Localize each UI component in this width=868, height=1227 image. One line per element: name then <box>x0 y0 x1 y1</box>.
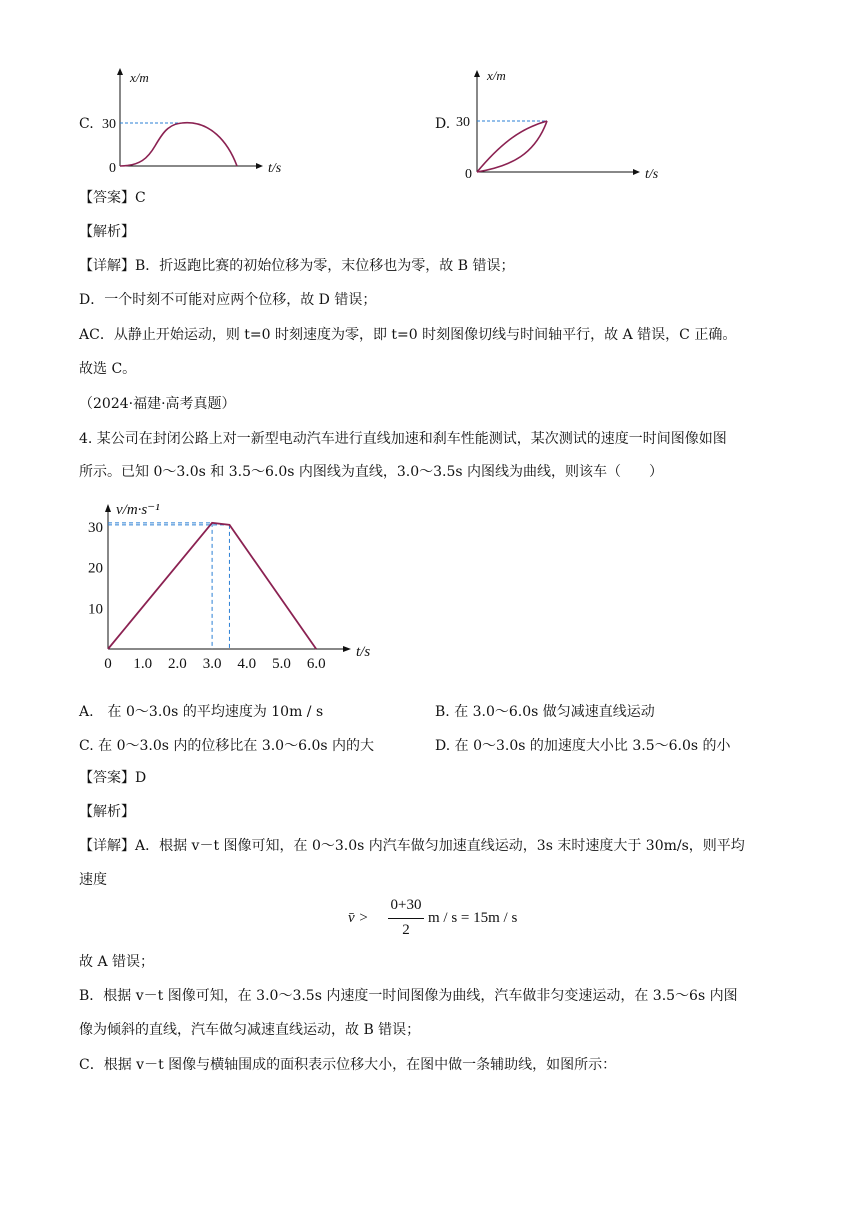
q4-detail-a-line1: 【详解】A．根据 v－t 图像可知，在 0～3.0s 内汽车做匀加速直线运动，3s 末时速度大于 30m/s，则平均 <box>79 838 745 854</box>
x-tick-label: 2.0 <box>168 656 187 672</box>
q4-option-a: A. 在 0～3.0s 的平均速度为 10m / s <box>79 704 324 720</box>
graph-c-origin: 0 <box>109 161 116 176</box>
x-tick-label: 6.0 <box>306 656 326 672</box>
graph-d-ylabel: x/m <box>487 68 506 83</box>
graph-c-curve <box>120 123 237 166</box>
graph-c <box>100 62 300 182</box>
q4-detail-b-line2: 像为倾斜的直线，汽车做匀减速直线运动，故 B 错误； <box>79 1022 421 1038</box>
q3-detail-b: 【详解】B．折返跑比赛的初始位移为零，末位移也为零，故 B 错误； <box>79 258 515 274</box>
formula-numerator: 0+30 <box>390 897 422 913</box>
q3-answer: 【答案】C <box>79 190 146 206</box>
q4-option-d: D. 在 0～3.0s 的加速度大小比 3.5～6.0s 的小 <box>435 738 731 754</box>
q4-stem-line1: 4. 某公司在封闭公路上对一新型电动汽车进行直线加速和刹车性能测试，某次测试的速度一时间图像如图 <box>79 431 727 447</box>
x-tick-label: 3.0 <box>202 656 222 672</box>
y-axis-arrow <box>105 504 111 512</box>
q4-detail-b-line1: B．根据 v－t 图像可知，在 3.0～3.5s 内速度一时间图像为曲线，汽车做非匀变速运动，在 3.5～6s 内图 <box>79 988 738 1004</box>
q4-answer: 【答案】D <box>79 770 147 786</box>
graph-d-xlabel: t/s <box>645 167 659 182</box>
q4-option-b: B. 在 3.0～6.0s 做匀减速直线运动 <box>435 704 655 720</box>
q4-option-c: C. 在 0～3.0s 内的位移比在 3.0～6.0s 内的大 <box>79 738 374 754</box>
y-tick-label: 10 <box>88 601 103 618</box>
x-tick-label: 4.0 <box>237 656 257 672</box>
graph-d-upper-curve <box>477 121 547 172</box>
option-d-label: D. <box>435 116 451 132</box>
graph-d-origin: 0 <box>465 167 472 182</box>
y-axis-label: v/m·s⁻¹ <box>116 502 160 518</box>
graph-d-ytick: 30 <box>456 115 470 130</box>
graph-c-xlabel: t/s <box>268 161 282 176</box>
q4-analysis-heading: 【解析】 <box>79 804 135 820</box>
formula-lhs: v̄ > <box>348 910 369 926</box>
fraction-bar <box>388 918 424 919</box>
y-tick-label: 20 <box>88 560 103 577</box>
x-axis-label: t/s <box>356 644 371 660</box>
formula-denominator: 2 <box>402 922 410 938</box>
average-velocity-formula <box>348 898 538 942</box>
q3-conclusion: 故选 C。 <box>79 361 137 377</box>
q4-stem-line2: 所示。已知 0～3.0s 和 3.5～6.0s 内图线为直线，3.0～3.5s 内图线为曲线，则该车（ ） <box>79 464 664 480</box>
q4-detail-c: C．根据 v－t 图像与横轴围成的面积表示位移大小，在图中做一条辅助线，如图所示： <box>79 1057 617 1073</box>
q4-source: （2024·福建·高考真题） <box>79 396 236 412</box>
q4-detail-a-line2: 速度 <box>79 872 107 888</box>
graph-d-lower-curve <box>477 121 547 172</box>
q3-detail-ac: AC．从静止开始运动，则 t=0 时刻速度为零，即 t=0 时刻图像切线与时间轴平行，故 A 错误，C 正确。 <box>79 327 737 343</box>
velocity-time-chart <box>80 496 380 676</box>
graph-c-ytick: 30 <box>102 117 116 132</box>
graph-c-ylabel: x/m <box>130 70 149 85</box>
q4-detail-a-line3: 故 A 错误； <box>79 954 155 970</box>
q3-detail-d: D．一个时刻不可能对应两个位移，故 D 错误； <box>79 292 377 308</box>
option-c-label: C. <box>79 116 94 132</box>
x-tick-label: 5.0 <box>272 656 291 672</box>
x-tick-label: 0 <box>104 656 112 672</box>
x-axis-arrow <box>343 646 351 652</box>
q3-analysis-heading: 【解析】 <box>79 224 135 240</box>
x-tick-label: 1.0 <box>133 656 153 672</box>
graph-d <box>457 62 677 182</box>
formula-rhs: m / s = 15m / s <box>428 910 518 926</box>
y-tick-label: 30 <box>88 519 103 536</box>
